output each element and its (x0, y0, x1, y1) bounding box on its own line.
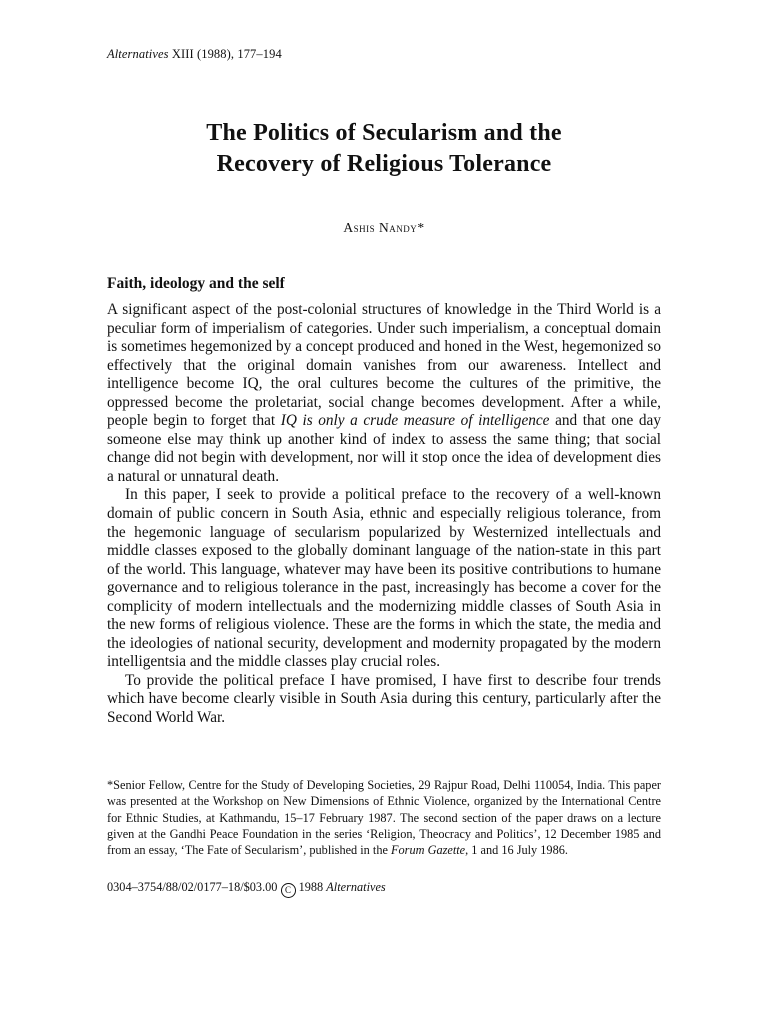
body-paragraph-1-emphasis: IQ is only a crude measure of intelligence (280, 412, 550, 430)
footnote-part-1: *Senior Fellow, Centre for the Study of Developing Societies, 29 Rajpur Road, Delhi 110054, India. This paper was presented at the Workshop on New Dimensions of Ethnic Violence, organized by the International Centre for Ethnic Studies, at Kathmandu, 15–17 February 1987. The second section of the paper draws on a lecture given at the Gandhi Peace Foundation in the series ‘Religion, Theocracy and Politics’, 12 December 1985 and from an essay, ‘The Fate of Secularism’, published in the (107, 778, 661, 858)
body-paragraph-1 (107, 301, 661, 486)
copyright-journal: Alternatives (326, 880, 386, 894)
copyright-code: 0304–3754/88/02/0177–18/$03.00 (107, 880, 281, 894)
running-head-journal: Alternatives (107, 47, 169, 61)
body-paragraph-1-part-1: A significant aspect of the post-colonial structures of knowledge in the Third World is a peculiar form of imperialism of categories. Under such imperialism, a conceptual domain is sometimes hegemonized by a concept produced and honed in the West, hegemonized so effectively that the original domain vanishes from our awareness. Intellect and intelligence become IQ, the oral cultures become the cultures of the primitive, the oppressed become the proletariat, social change becomes development. After a while, people begin to forget that (107, 301, 661, 430)
copyright-icon: C (281, 883, 296, 898)
body-paragraph-3: To provide the political preface I have promised, I have first to describe four trends which have become clearly visible in South Asia during this century, particularly after the Second World War. (107, 671, 661, 727)
running-head-citation: XIII (1988), 177–194 (168, 47, 282, 61)
author-footnote (107, 777, 661, 858)
article-body (107, 301, 661, 728)
running-head (107, 47, 282, 62)
body-paragraph-1-part-2: and that one day someone else may think up another kind of index to assess the same thing; that social change did not begin with development, nor will it stop once the idea of development dies a natural or unnatural death. (107, 412, 661, 485)
copyright-line (107, 880, 386, 898)
footnote-part-2: , 1 and 16 July 1986. (465, 843, 568, 858)
author-name: Ashis Nandy (343, 220, 418, 235)
section-heading: Faith, ideology and the self (107, 275, 285, 292)
footnote-emphasis: Forum Gazette (391, 843, 466, 858)
article-title-line-2: Recovery of Religious Tolerance (216, 151, 552, 177)
body-paragraph-2: In this paper, I seek to provide a political preface to the recovery of a well-known domain of public concern in South Asia, ethnic and especially religious tolerance, from the hegemonic language of secularism popularized by Westernized intellectuals and middle classes exposed to the globally dominant language of the nation-state in this part of the world. This language, whatever may have been its positive contributions to humane governance and to religious tolerance in the past, increasingly has become a cover for the complicity of modern intellectuals and the modernizing middle classes of South Asia in the new forms of religious violence. These are the forms in which the state, the media and the ideologies of national security, development and modernity propagated by the modern intelligentsia and the middle classes play crucial roles. (107, 486, 661, 671)
copyright-year: 1988 (295, 880, 327, 894)
author-footnote-marker: * (417, 220, 425, 235)
article-title-line-1: The Politics of Secularism and the (206, 120, 562, 146)
article-title (100, 118, 668, 180)
author-byline (0, 220, 768, 236)
